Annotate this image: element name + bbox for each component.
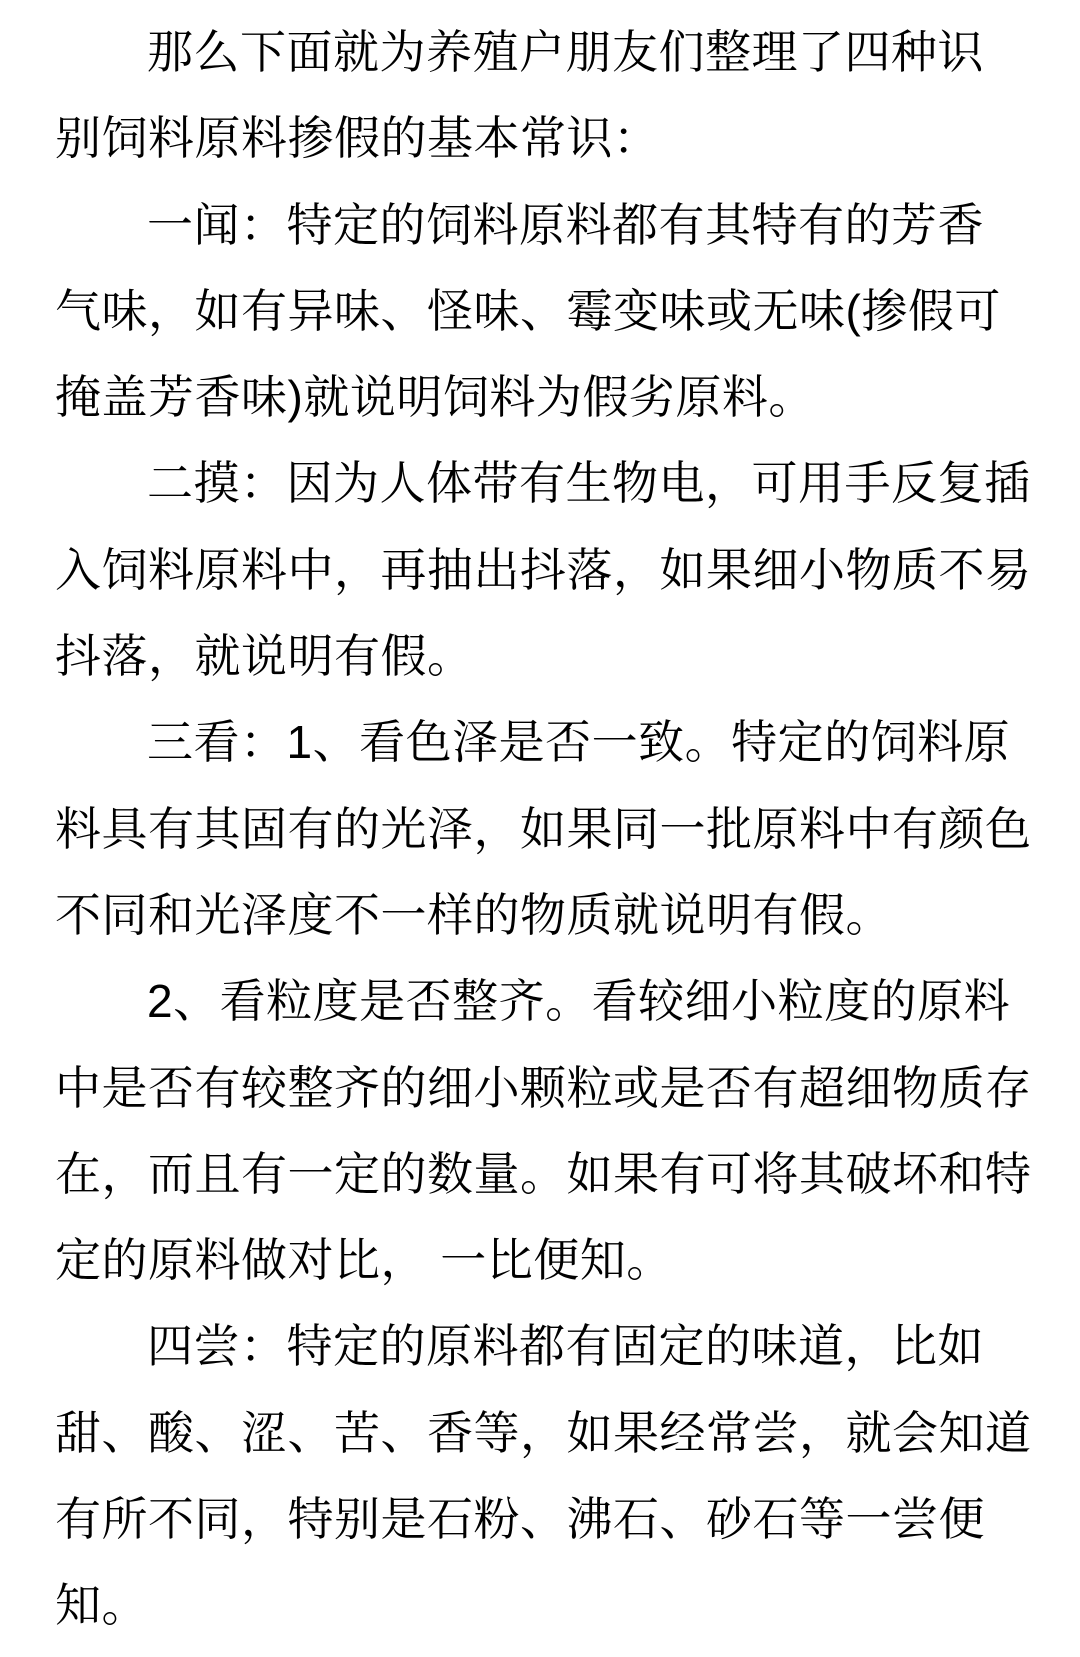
text-line: 中是否有较整齐的细小颗粒或是否有超细物质存 bbox=[55, 1061, 1032, 1114]
text-line: 在，而且有一定的数量。如果有可将其破坏和特 bbox=[55, 1147, 1032, 1200]
text-line: 一闻：特定的饲料原料都有其特有的芳香 bbox=[147, 198, 984, 251]
text-line: 不同和光泽度不一样的物质就说明有假。 bbox=[55, 888, 892, 941]
text-line: 二摸：因为人体带有生物电，可用手反复插 bbox=[147, 457, 1031, 510]
text-line: 料具有其固有的光泽，如果同一批原料中有颜色 bbox=[55, 802, 1032, 855]
text-line: 掩盖芳香味)就说明饲料为假劣原料。 bbox=[55, 371, 815, 424]
text-line: 有所不同，特别是石粉、沸石、砂石等一尝便 bbox=[55, 1493, 985, 1546]
text-line: 三看：1、看色泽是否一致。特定的饲料原 bbox=[147, 716, 1011, 769]
text-line: 四尝：特定的原料都有固定的味道，比如 bbox=[147, 1320, 984, 1373]
text-line: 知。 bbox=[55, 1579, 148, 1632]
text-line: 入饲料原料中，再抽出抖落，如果细小物质不易 bbox=[55, 543, 1032, 596]
text-line: 2、看粒度是否整齐。看较细小粒度的原料 bbox=[147, 975, 1011, 1028]
text-line: 别饲料原料掺假的基本常识： bbox=[55, 112, 660, 165]
text-line: 定的原料做对比， 一比便知。 bbox=[55, 1234, 673, 1287]
text-line: 气味，如有异味、怪味、霉变味或无味(掺假可 bbox=[55, 284, 1001, 337]
text-line: 甜、酸、涩、苦、香等，如果经常尝，就会知道 bbox=[55, 1406, 1032, 1459]
text-line: 那么下面就为养殖户朋友们整理了四种识 bbox=[147, 26, 984, 78]
text-line: 抖落，就说明有假。 bbox=[55, 630, 474, 683]
